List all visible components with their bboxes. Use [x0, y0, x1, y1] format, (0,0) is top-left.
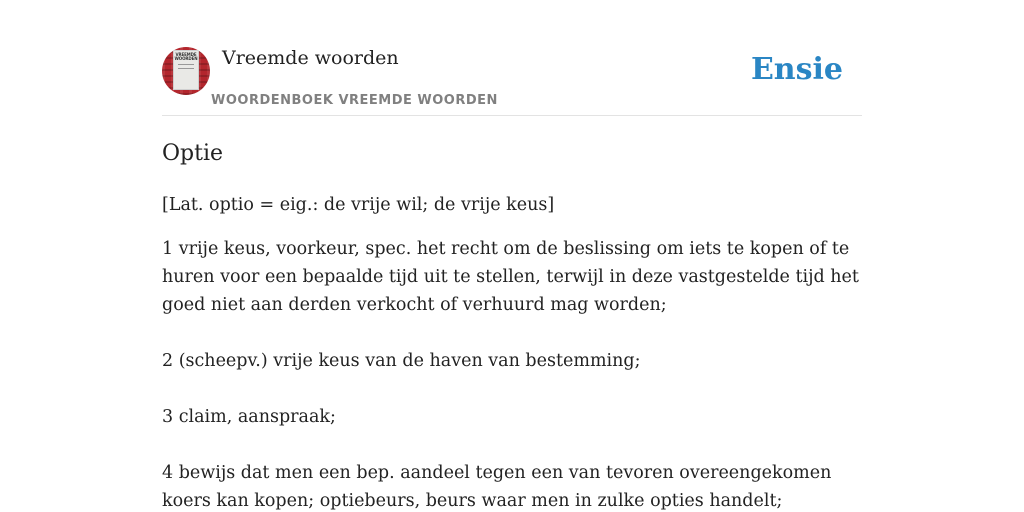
book-cover-title: VREEMDE WOORDEN — [174, 52, 198, 61]
dictionary-subtitle: WOORDENBOEK VREEMDE WOORDEN — [211, 93, 498, 108]
book-cover-line — [178, 68, 194, 69]
book-cover — [173, 50, 199, 90]
book-cover-icon[interactable] — [162, 47, 210, 95]
definition-item: 3 claim, aanspraak; — [162, 407, 336, 427]
ensie-logo-link[interactable]: Ensie — [750, 52, 843, 87]
definition-item: 2 (scheepv.) vrije keus van de haven van bestemming; — [162, 351, 641, 371]
definition-item: 1 vrije keus, voorkeur, spec. het recht om de beslissing om iets te kopen of te huren voor een bepaalde tijd uit te stellen, terwijl in deze vastgestelde tijd het goed niet aan derden verkocht of verhuurd mag worden; — [162, 239, 859, 315]
definition-list — [162, 235, 862, 512]
dictionary-title[interactable]: Vreemde woorden — [222, 47, 399, 69]
entry-etymology: [Lat. optio = eig.: de vrije wil; de vrije keus] — [162, 195, 555, 215]
definition-item: 4 bewijs dat men een bep. aandeel tegen een van tevoren overeengekomen koers kan kopen; optiebeurs, beurs waar men in zulke opties handelt; — [162, 463, 832, 511]
entry-term: Optie — [162, 141, 224, 166]
dictionary-header — [162, 40, 862, 116]
entry-content — [162, 137, 862, 512]
book-cover-line — [178, 64, 194, 65]
